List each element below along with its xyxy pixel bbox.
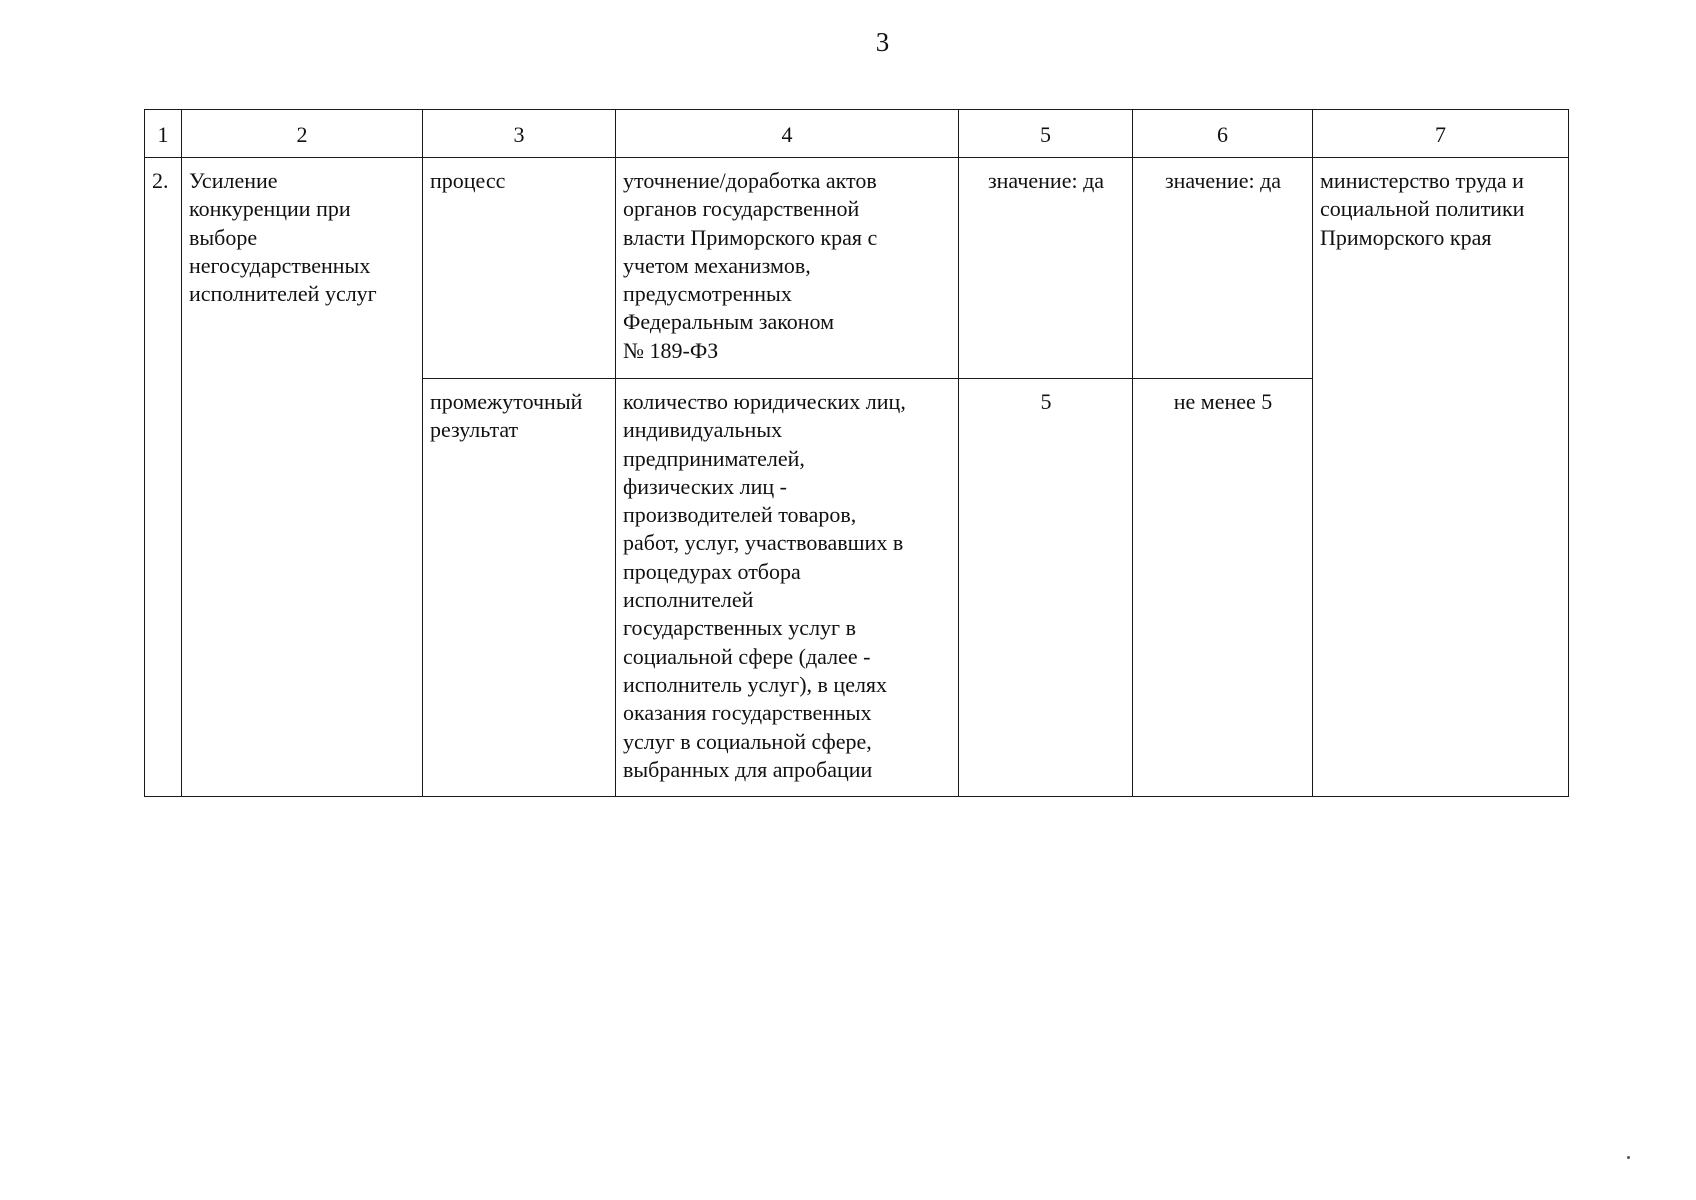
table-row xyxy=(145,158,1569,379)
task-cell: Усиление конкуренции при выборе негосударственных исполнителей услуг xyxy=(182,158,423,797)
row-number: 2. xyxy=(145,158,182,797)
scan-speck xyxy=(1627,1156,1630,1159)
indicator-value-col6: значение: да xyxy=(1133,158,1313,379)
header-cell-5: 5 xyxy=(959,110,1133,158)
header-cell-7: 7 xyxy=(1313,110,1569,158)
measures-table xyxy=(144,109,1569,797)
indicator-value-col5: 5 xyxy=(959,379,1133,797)
header-cell-4: 4 xyxy=(616,110,959,158)
header-cell-6: 6 xyxy=(1133,110,1313,158)
header-cell-3: 3 xyxy=(423,110,616,158)
indicator-description-cell: количество юридических лиц, индивидуальных предпринимателей, физических лиц - производителей товаров, работ, услуг, участвовавших в процедурах отбора исполнителей государственных услуг в социальной сфере (далее - исполнитель услуг), в целях оказания государственных услуг в социальной сфере, выбранных для апробации xyxy=(616,379,959,797)
responsible-cell: министерство труда и социальной политики Приморского края xyxy=(1313,158,1569,797)
indicator-type-cell: процесс xyxy=(423,158,616,379)
header-cell-1: 1 xyxy=(145,110,182,158)
indicator-description-cell: уточнение/доработка актов органов государственной власти Приморского края с учетом механизмов, предусмотренных Федеральным законом № 189-ФЗ xyxy=(616,158,959,379)
table-header-row xyxy=(145,110,1569,158)
indicator-value-col6: не менее 5 xyxy=(1133,379,1313,797)
indicator-type-cell: промежуточный результат xyxy=(423,379,616,797)
page-number: 3 xyxy=(875,27,890,57)
header-cell-2: 2 xyxy=(182,110,423,158)
indicator-value-col5: значение: да xyxy=(959,158,1133,379)
